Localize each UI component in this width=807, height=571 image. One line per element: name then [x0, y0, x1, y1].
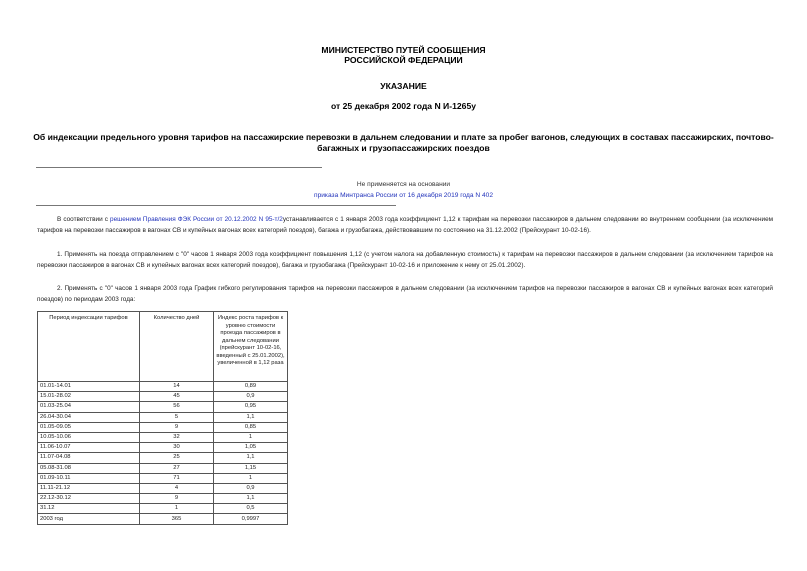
- cell-period: 15.01-28.02: [38, 392, 140, 402]
- table-row: [38, 483, 288, 493]
- cell-period: 31.12: [38, 504, 140, 514]
- cell-period: 01.05-09.05: [38, 422, 140, 432]
- cell-index: 1: [214, 473, 288, 483]
- table-row: [38, 443, 288, 453]
- cell-index: 1,15: [214, 463, 288, 473]
- column-header-index: Индекс роста тарифов к уровню стоимости проезда пассажиров в дальнем следовании (прейскурант 10-02-16, введенный с 25.01.2002), увеличенной в 1,12 раза: [214, 312, 288, 382]
- table-row: [38, 463, 288, 473]
- cell-days: 30: [140, 443, 214, 453]
- cell-index: 1,1: [214, 412, 288, 422]
- cell-days: 32: [140, 432, 214, 442]
- paragraph-2-text: 2. Применять с "0" часов 1 января 2003 года График гибкого регулирования тарифов на перевозки пассажиров в дальнем следовании (за исключением тарифов на перевозки пассажиров в вагонах СВ и купейных вагонах всех категорий поездов) по периодам 2003 года:: [37, 285, 773, 303]
- cell-days: 4: [140, 483, 214, 493]
- cell-days: 5: [140, 412, 214, 422]
- table-row: [38, 422, 288, 432]
- cell-index: 0,95: [214, 402, 288, 412]
- cell-index: 1,1: [214, 494, 288, 504]
- table-row: [38, 473, 288, 483]
- table-row: [38, 432, 288, 442]
- status-note-link[interactable]: приказа Минтранса России от 16 декабря 2019 года N 402: [314, 192, 493, 199]
- cell-days: 14: [140, 382, 214, 392]
- table-row: [38, 402, 288, 412]
- cell-period: 05.08-31.08: [38, 463, 140, 473]
- divider-top: [36, 167, 322, 168]
- ministry-name: [0, 45, 807, 65]
- cell-period: 11.11-21.12: [38, 483, 140, 493]
- cell-days: 45: [140, 392, 214, 402]
- cell-days: 1: [140, 504, 214, 514]
- cell-index: 0,9: [214, 392, 288, 402]
- cell-period: 11.06-10.07: [38, 443, 140, 453]
- paragraph-intro-text-start: В соответствии с: [57, 216, 111, 223]
- cell-index: 1,05: [214, 443, 288, 453]
- cell-period: 01.03-25.04: [38, 402, 140, 412]
- paragraph-intro-text-end: устанавливается с 1 января 2003 года коэффициент 1,12 к тарифам на перевозки пассажиров в дальнем следовании во внутреннем сообщении (за исключением тарифов на перевозки пассажиров в вагонах СВ и купейных вагонах всех категорий поездов), багажа и грузобагажа, действовавшим по состоянию на 31.12.2002 (Прейскурант 10-02-16).: [37, 216, 774, 234]
- table-row: [38, 392, 288, 402]
- cell-period: 01.09-10.11: [38, 473, 140, 483]
- cell-days: 9: [140, 422, 214, 432]
- document-date-number: от 25 декабря 2002 года N И-1265у: [331, 101, 476, 111]
- cell-period: 2003 год: [38, 514, 140, 524]
- cell-period: 10.05-10.06: [38, 432, 140, 442]
- table-row: [38, 453, 288, 463]
- cell-index: 0,9997: [214, 514, 288, 524]
- table-row: [38, 504, 288, 514]
- paragraph-2: [37, 284, 773, 305]
- cell-days: 9: [140, 494, 214, 504]
- cell-days: 25: [140, 453, 214, 463]
- column-header-days: Количество дней: [140, 312, 214, 382]
- paragraph-1-text: 1. Применять на поезда отправлением с "0" часов 1 января 2003 года коэффициент повышения 1,12 (с учетом налога на добавленную стоимость) к тарифам на перевозки пассажиров в дальнем следовании (за исключением тарифов на перевозки пассажиров в вагонах СВ и купейных вагонах всех категорий поездов), багажа и грузобагажа (Прейскурант 10-02-16 и приложение к нему от 25.01.2002).: [37, 251, 773, 269]
- cell-index: 1,1: [214, 453, 288, 463]
- cell-period: 01.01-14.01: [38, 382, 140, 392]
- cell-days: 71: [140, 473, 214, 483]
- document-kind: УКАЗАНИЕ: [380, 81, 427, 91]
- table-row: [38, 494, 288, 504]
- table-row: [38, 412, 288, 422]
- ministry-line-1: МИНИСТЕРСТВО ПУТЕЙ СООБЩЕНИЯ: [321, 45, 486, 55]
- cell-days: 27: [140, 463, 214, 473]
- cell-days: 56: [140, 402, 214, 412]
- status-note: Не применяется на основании: [356, 181, 451, 188]
- cell-days: 365: [140, 514, 214, 524]
- paragraph-1: [37, 250, 773, 271]
- cell-period: 22.12-30.12: [38, 494, 140, 504]
- column-header-period: Период индексации тарифов: [38, 312, 140, 382]
- table-row: [38, 382, 288, 392]
- tariff-index-table: [37, 311, 288, 525]
- divider-bottom: [36, 205, 396, 206]
- cell-period: 11.07-04.08: [38, 453, 140, 463]
- table-header-row: [38, 312, 288, 382]
- cell-index: 0,85: [214, 422, 288, 432]
- cell-index: 1: [214, 432, 288, 442]
- document-title: Об индексации предельного уровня тарифов на пассажирские перевозки в дальнем следовании и плате за пробег вагонов, следующих в составах пассажирских, почтово-багажных и грузопассажирских поездов: [33, 132, 774, 153]
- ministry-line-2: РОССИЙСКОЙ ФЕДЕРАЦИИ: [344, 55, 463, 65]
- cell-index: 0,9: [214, 483, 288, 493]
- fek-decision-link[interactable]: решением Правления ФЭК России от 20.12.2002 N 95-т/2: [110, 216, 283, 223]
- cell-index: 0,89: [214, 382, 288, 392]
- cell-period: 26.04-30.04: [38, 412, 140, 422]
- paragraph-intro: [37, 215, 773, 236]
- table-row: [38, 514, 288, 524]
- cell-index: 0,5: [214, 504, 288, 514]
- table-body: [38, 382, 288, 525]
